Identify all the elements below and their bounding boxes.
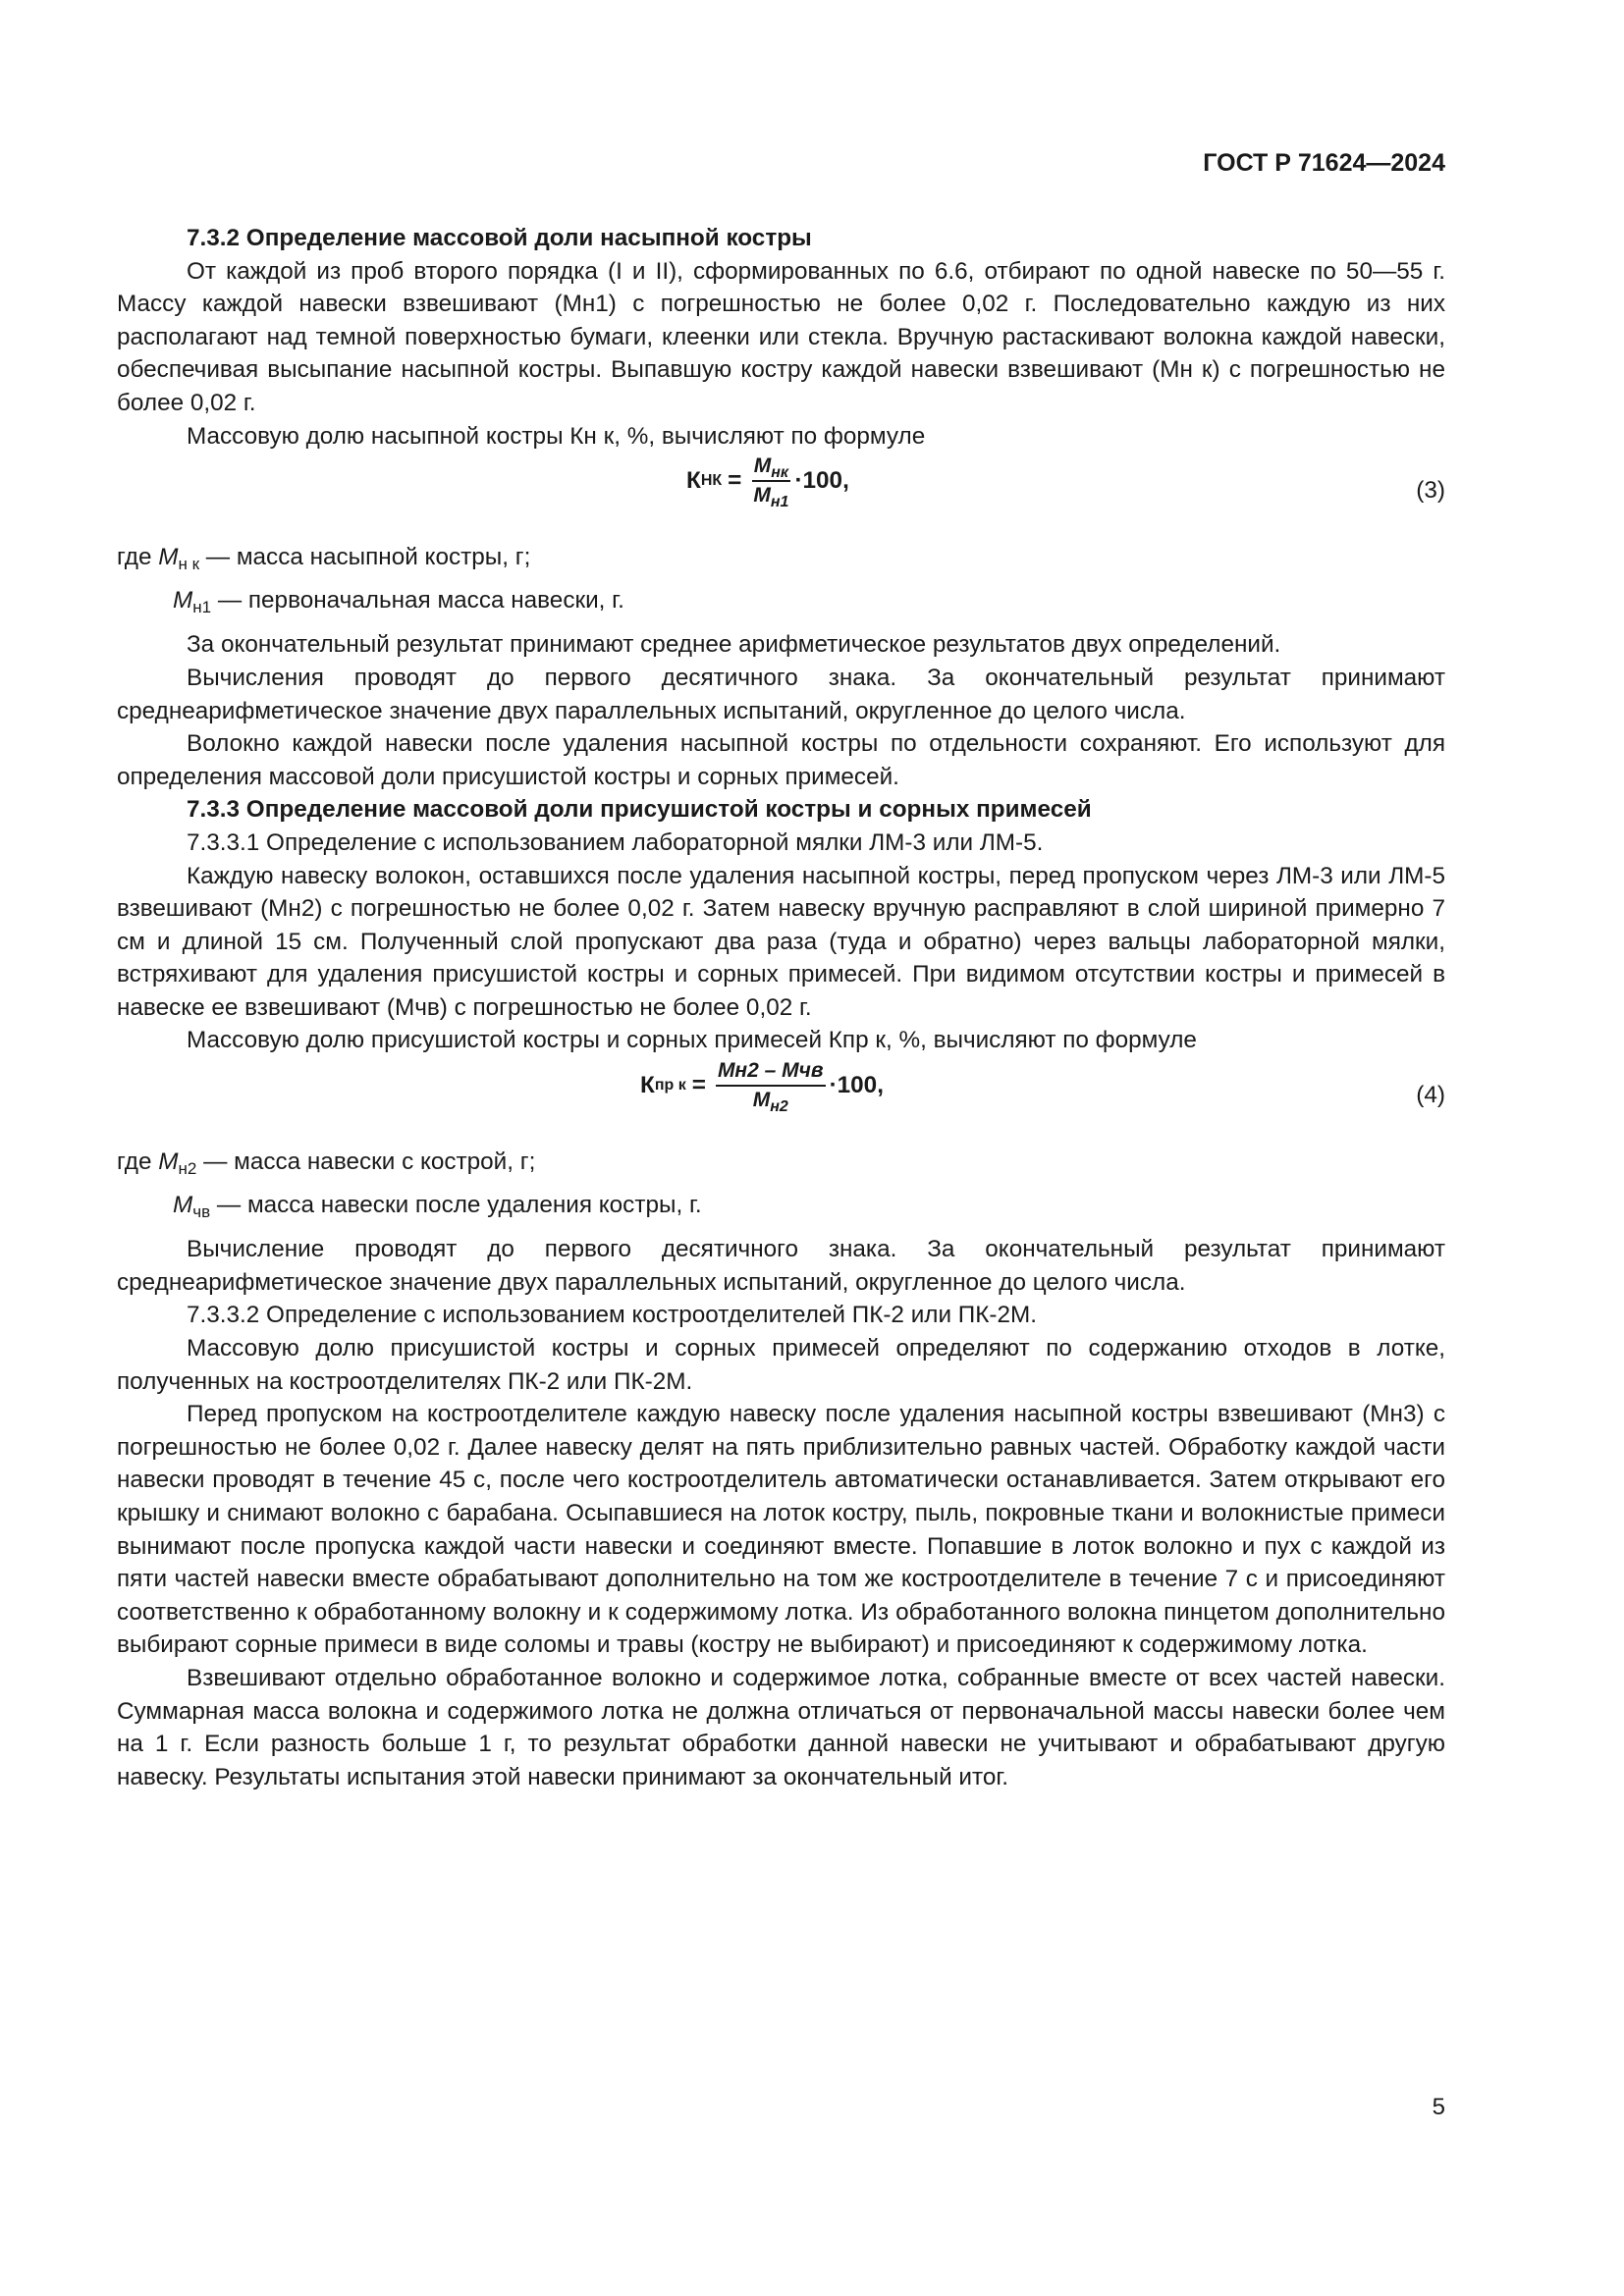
where-line bbox=[117, 1146, 1445, 1179]
subsection-title-7-3-3-2: 7.3.3.2 Определение с использованием костроотделителей ПК-2 или ПК-2М. bbox=[187, 1302, 1037, 1329]
formula-4 bbox=[117, 1057, 1445, 1136]
paragraph: Массовую долю присушистой костры и сорных примесей Кпр к, %, вычисляют по формуле bbox=[187, 1027, 1197, 1054]
where-prefix: где bbox=[117, 1148, 159, 1176]
formula-tail: ·100, bbox=[829, 1072, 884, 1099]
formula-number: (4) bbox=[1416, 1082, 1445, 1109]
where-line bbox=[117, 1189, 1445, 1222]
paragraph: Перед пропуском на костроотделителе каждую навеску после удаления насыпной костры взвешивают (Mн3) с погрешностью не более 0,02 г. Далее навеску делят на пять приблизительно равных частей. Обработку каждой части навески проводят в течение 45 с, после чего костроотделитель автоматически останавливается. Затем открывают его крышку и снимают волокно с барабана. Осыпавшиеся на лоток костру, пыль, покровные ткани и волокнистые примеси вынимают после пропуска каждой части навески и соединяют вместе. Попавшие в лоток волокно и пух с каждой из пяти частей навески вместе обрабатывают дополнительно на том же костроотделителе в течение 7 с и присоединяют соответственно к обработанному волокну и к содержимому лотка. Из обработанного волокна пинцетом дополнительно выбирают сорные примеси в виде соломы и травы (костру не выбирают) и присоединяют к содержимому лотка. bbox=[117, 1401, 1445, 1659]
paragraph: Взвешивают отдельно обработанное волокно и содержимое лотка, собранные вместе от всех частей навески. Суммарная масса волокна и содержимого лотка не должна отличаться от первоначальной массы навески более чем на 1 г. Если разность больше 1 г, то результат обработки данной навески не учитывают и обрабатывают другую навеску. Результаты испытания этой навески принимают за окончательный итог. bbox=[117, 1664, 1445, 1790]
formula-3 bbox=[117, 453, 1445, 531]
paragraph: Волокно каждой навески после удаления насыпной костры по отдельности сохраняют. Его используют для определения массовой доли присушистой костры и сорных примесей. bbox=[117, 730, 1445, 790]
where-text: — первоначальная масса навески, г. bbox=[211, 586, 624, 614]
paragraph: За окончательный результат принимают среднее арифметическое результатов двух определений. bbox=[187, 631, 1281, 659]
formula-lhs: К bbox=[640, 1072, 655, 1099]
formula-denominator: M bbox=[753, 484, 771, 507]
page-number: 5 bbox=[1432, 2094, 1445, 2120]
where-symbol-sub: чв bbox=[192, 1201, 211, 1221]
formula-body: К НК = $\frac{M_{нк}}{M_{н1}}$ ·100, bbox=[686, 454, 849, 511]
paragraph: Массовую долю присушистой костры и сорных примесей определяют по содержанию отходов в лотке, полученных на костроотделителях ПК-2 или ПК-2М. bbox=[117, 1335, 1445, 1395]
paragraph: Вычисление проводят до первого десятичного знака. За окончательный результат принимают среднеарифметическое значение двух параллельных испытаний, округленное до целого числа. bbox=[117, 1236, 1445, 1296]
where-text: — масса насыпной костры, г; bbox=[199, 544, 531, 571]
formula-denominator-sub: н2 bbox=[770, 1098, 788, 1116]
where-text: — масса навески после удаления костры, г. bbox=[210, 1191, 702, 1218]
paragraph: От каждой из проб второго порядка (I и II), сформированных по 6.6, отбирают по одной навеске по 50—55 г. Массу каждой навески взвешивают (Mн1) с погрешностью не более 0,02 г. Последовательно каждую из них располагают над темной поверхностью бумаги, клеенки или стекла. Вручную растаскивают волокна каждой навески, обеспечивая высыпание насыпной костры. Выпавшую костру каждой навески взвешивают (Mн к) с погрешностью не более 0,02 г. bbox=[117, 257, 1445, 416]
formula-numerator-sub: нк bbox=[771, 464, 789, 482]
paragraph: Вычисления проводят до первого десятичного знака. За окончательный результат принимают среднеарифметическое значение двух параллельных испытаний, округленное до целого числа. bbox=[117, 664, 1445, 724]
formula-numerator: M bbox=[753, 454, 772, 478]
where-symbol: M bbox=[158, 1148, 179, 1176]
page-content bbox=[117, 222, 1445, 1793]
where-symbol-sub: н2 bbox=[178, 1159, 197, 1179]
where-line bbox=[117, 584, 1445, 617]
formula-tail: ·100, bbox=[794, 467, 849, 495]
where-symbol-sub: н к bbox=[178, 555, 200, 574]
formula-numerator: Mн2 – Mчв bbox=[716, 1057, 826, 1087]
paragraph: Массовую долю насыпной костры Кн к, %, вычисляют по формуле bbox=[187, 422, 926, 450]
where-text: — масса навески с кострой, г; bbox=[196, 1148, 536, 1176]
where-symbol-sub: н1 bbox=[192, 597, 212, 616]
where-line bbox=[117, 541, 1445, 574]
where-symbol: M bbox=[173, 586, 193, 614]
where-prefix: где bbox=[117, 544, 159, 571]
formula-denominator: M bbox=[752, 1089, 771, 1112]
paragraph: Каждую навеску волокон, оставшихся после удаления насыпной костры, перед пропуском через ЛМ-3 или ЛМ-5 взвешивают (Mн2) с погрешностью не более 0,02 г. Затем навеску вручную расправляют в слой шириной примерно 7 см и длиной 15 см. Полученный слой пропускают два раза (туда и обратно) через вальцы лабораторной мялки, встряхивают для удаления присушистой костры и сорных примесей. При видимом отсутствии костры и примесей в навеске ее взвешивают (Mчв) с погрешностью не более 0,02 г. bbox=[117, 862, 1445, 1021]
formula-lhs: К bbox=[686, 467, 701, 495]
subsection-title-7-3-3-1: 7.3.3.1 Определение с использованием лабораторной мялки ЛМ-3 или ЛМ-5. bbox=[187, 828, 1044, 856]
formula-body: К пр к = $\frac{\text{Mн2 – Mчв}}{M_{н2}}$ ·100, bbox=[640, 1059, 884, 1116]
where-symbol: M bbox=[158, 544, 179, 571]
formula-fraction bbox=[716, 1057, 826, 1114]
document-id: ГОСТ Р 71624—2024 bbox=[1203, 149, 1445, 177]
formula-denominator-sub: н1 bbox=[770, 494, 789, 511]
formula-number: (3) bbox=[1416, 477, 1445, 505]
where-symbol: M bbox=[173, 1191, 193, 1218]
section-title-7-3-2: 7.3.2 Определение массовой доли насыпной костры bbox=[187, 225, 812, 251]
section-title-7-3-3: 7.3.3 Определение массовой доли присушистой костры и сорных примесей bbox=[187, 796, 1092, 824]
formula-fraction bbox=[751, 453, 790, 509]
